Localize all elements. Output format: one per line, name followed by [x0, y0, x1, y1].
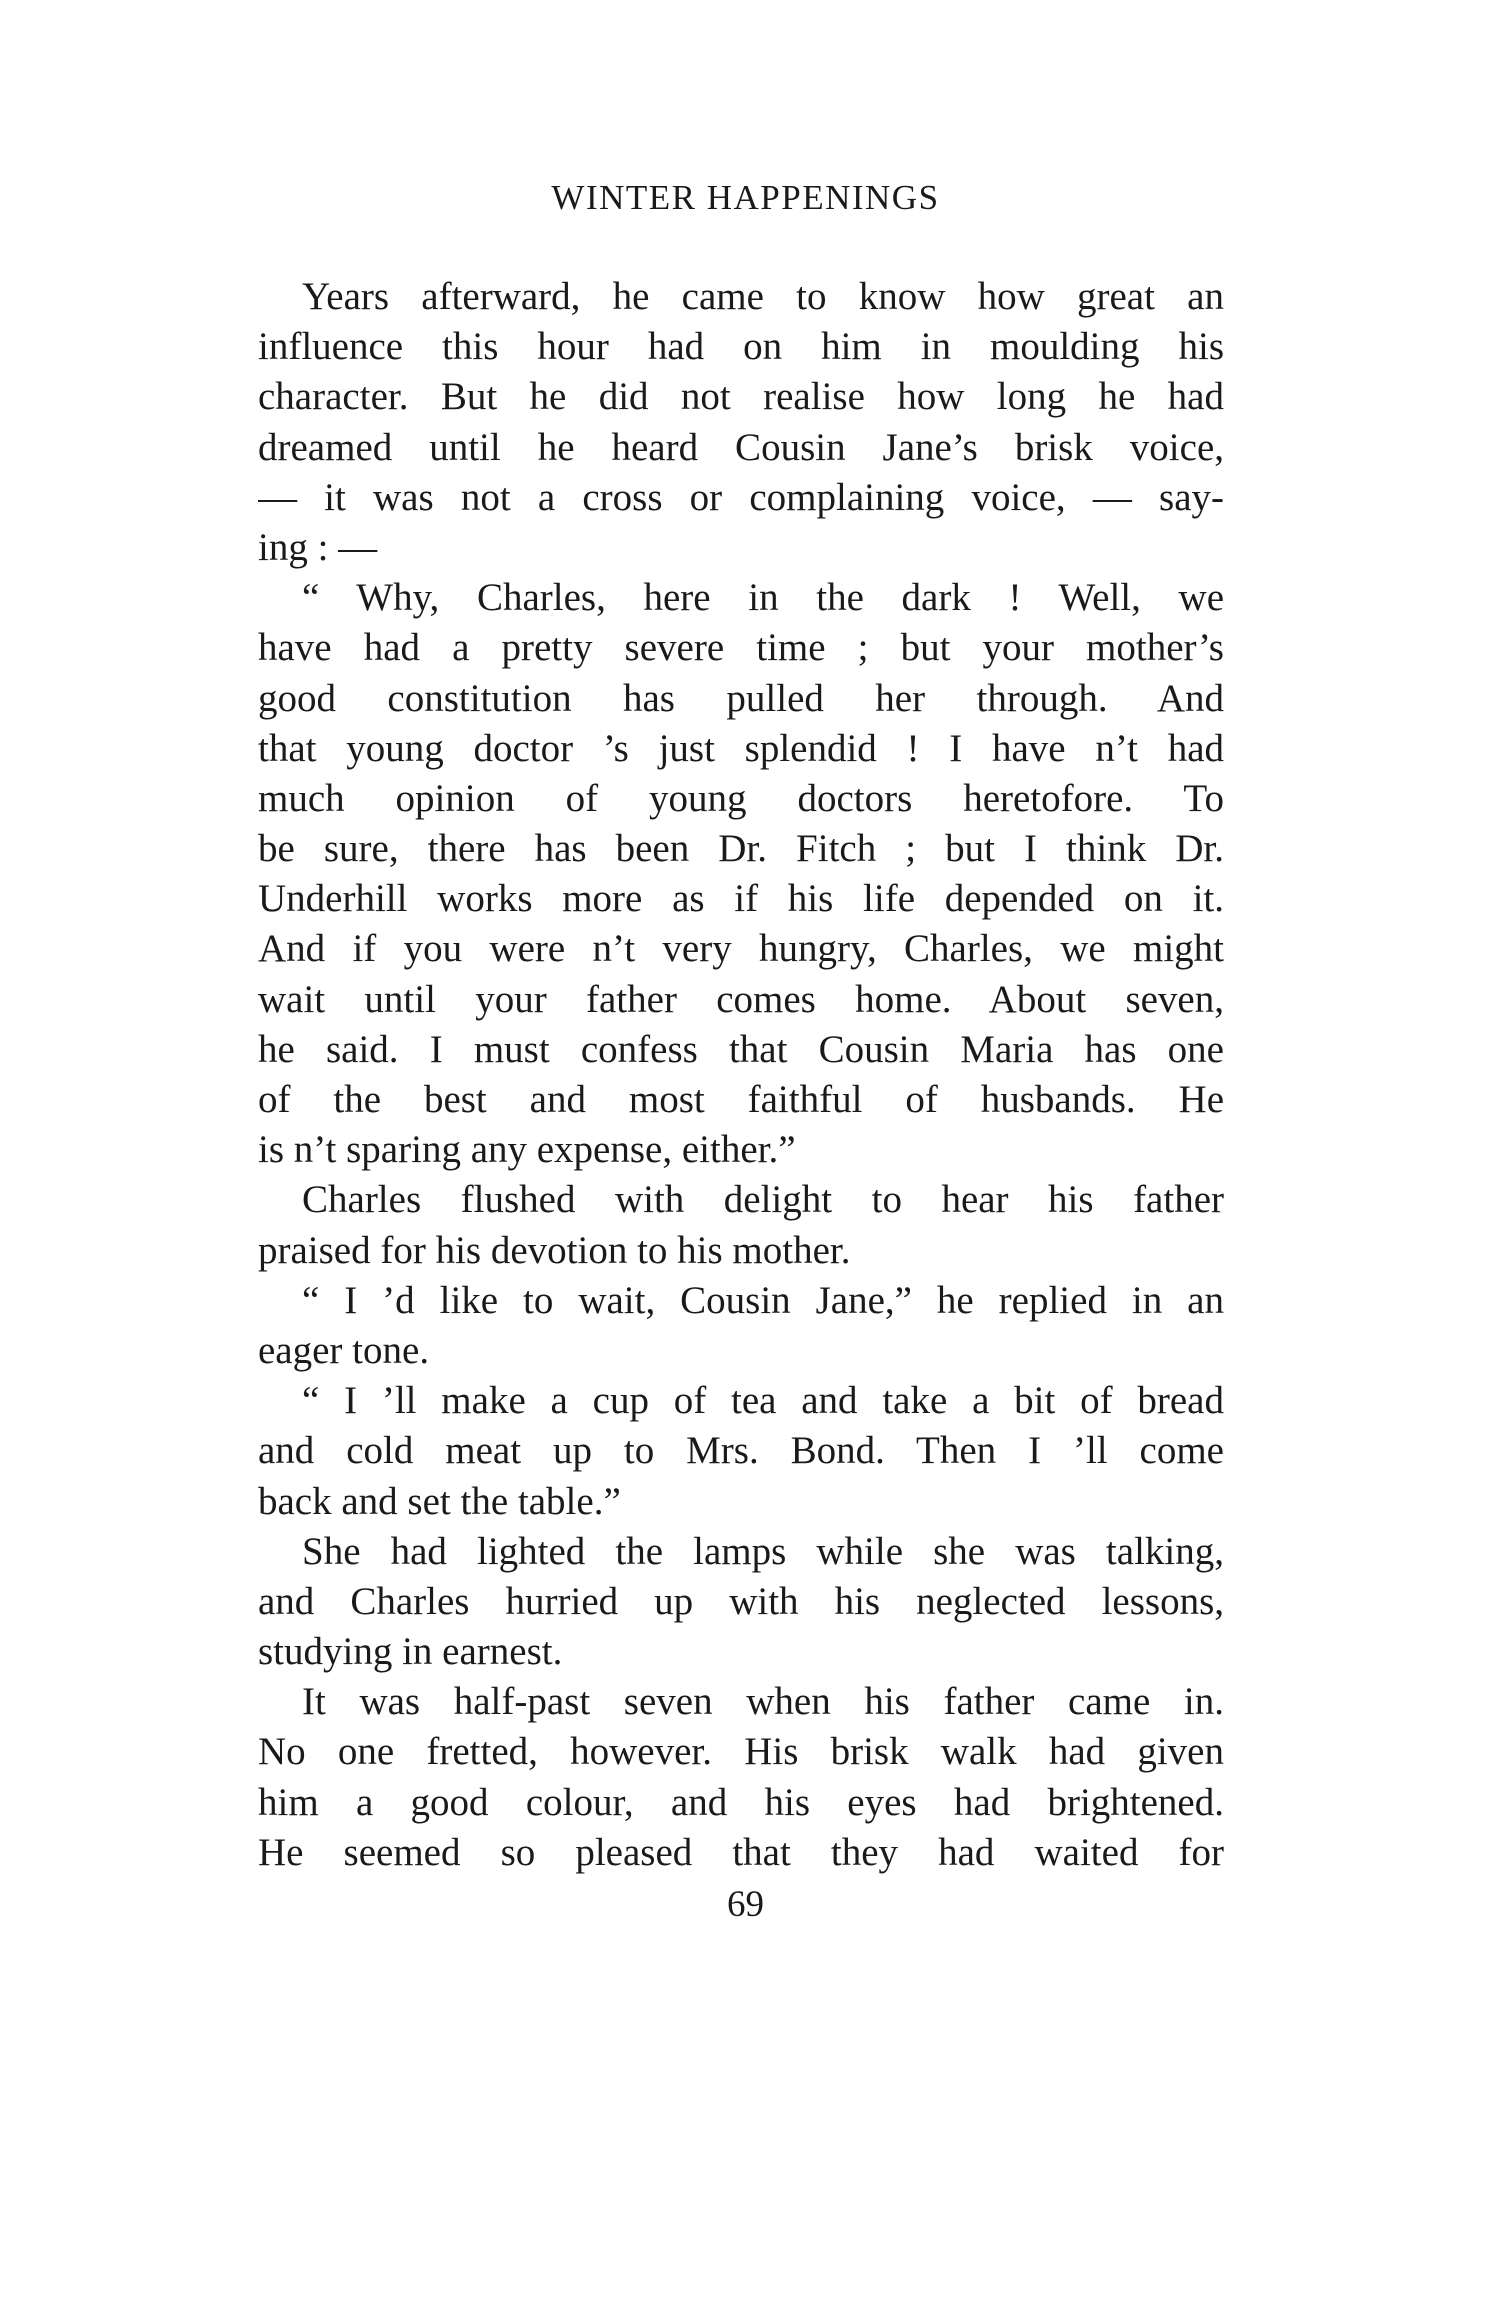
text-line: Charles flushed with delight to hear his father: [302, 1178, 1224, 1222]
text-line: ing : —: [258, 525, 378, 569]
text-line: and cold meat up to Mrs. Bond. Then I ’ll come: [258, 1429, 1224, 1473]
text-line: wait until your father comes home. About seven,: [258, 977, 1224, 1021]
text-line: He seemed so pleased that they had waited for: [258, 1830, 1224, 1874]
text-line: good constitution has pulled her through. And: [258, 676, 1224, 720]
text-line: “ I ’d like to wait, Cousin Jane,” he replied in an: [302, 1278, 1224, 1322]
page-number: 69: [727, 1884, 764, 1925]
text-line: — it was not a cross or complaining voice, — say-: [258, 475, 1224, 519]
text-line: is n’t sparing any expense, either.”: [258, 1128, 796, 1172]
text-line: “ Why, Charles, here in the dark ! Well, we: [302, 576, 1224, 620]
text-line: Years afterward, he came to know how great an: [302, 275, 1224, 318]
text-line: eager tone.: [258, 1328, 430, 1372]
text-line: back and set the table.”: [258, 1479, 621, 1523]
text-line: character. But he did not realise how long he had: [258, 375, 1224, 419]
text-line: he said. I must confess that Cousin Maria has one: [258, 1027, 1224, 1071]
text-line: studying in earnest.: [258, 1630, 563, 1674]
text-line: praised for his devotion to his mother.: [258, 1228, 851, 1272]
text-line: and Charles hurried up with his neglected lessons,: [258, 1579, 1224, 1623]
text-line: dreamed until he heard Cousin Jane’s brisk voice,: [258, 425, 1224, 469]
text-line: him a good colour, and his eyes had brightened.: [258, 1780, 1224, 1824]
text-line: It was half-past seven when his father came in.: [302, 1680, 1224, 1724]
text-line: And if you were n’t very hungry, Charles, we might: [258, 927, 1224, 971]
text-line: Underhill works more as if his life depended on it.: [258, 877, 1224, 921]
text-line: much opinion of young doctors heretofore. To: [258, 776, 1224, 820]
text-line: “ I ’ll make a cup of tea and take a bit of bread: [302, 1379, 1224, 1423]
text-line: have had a pretty severe time ; but your mother’s: [258, 626, 1224, 670]
text-line: of the best and most faithful of husbands. He: [258, 1078, 1224, 1121]
running-head: WINTER HAPPENINGS: [551, 178, 940, 217]
text-line: be sure, there has been Dr. Fitch ; but I think Dr.: [258, 827, 1224, 871]
text-line: No one fretted, however. His brisk walk had given: [258, 1730, 1224, 1774]
text-line: that young doctor ’s just splendid ! I have n’t had: [258, 726, 1224, 770]
text-line: influence this hour had on him in moulding his: [258, 325, 1224, 369]
body-text: [258, 272, 1224, 1878]
text-line: She had lighted the lamps while she was talking,: [302, 1529, 1224, 1573]
